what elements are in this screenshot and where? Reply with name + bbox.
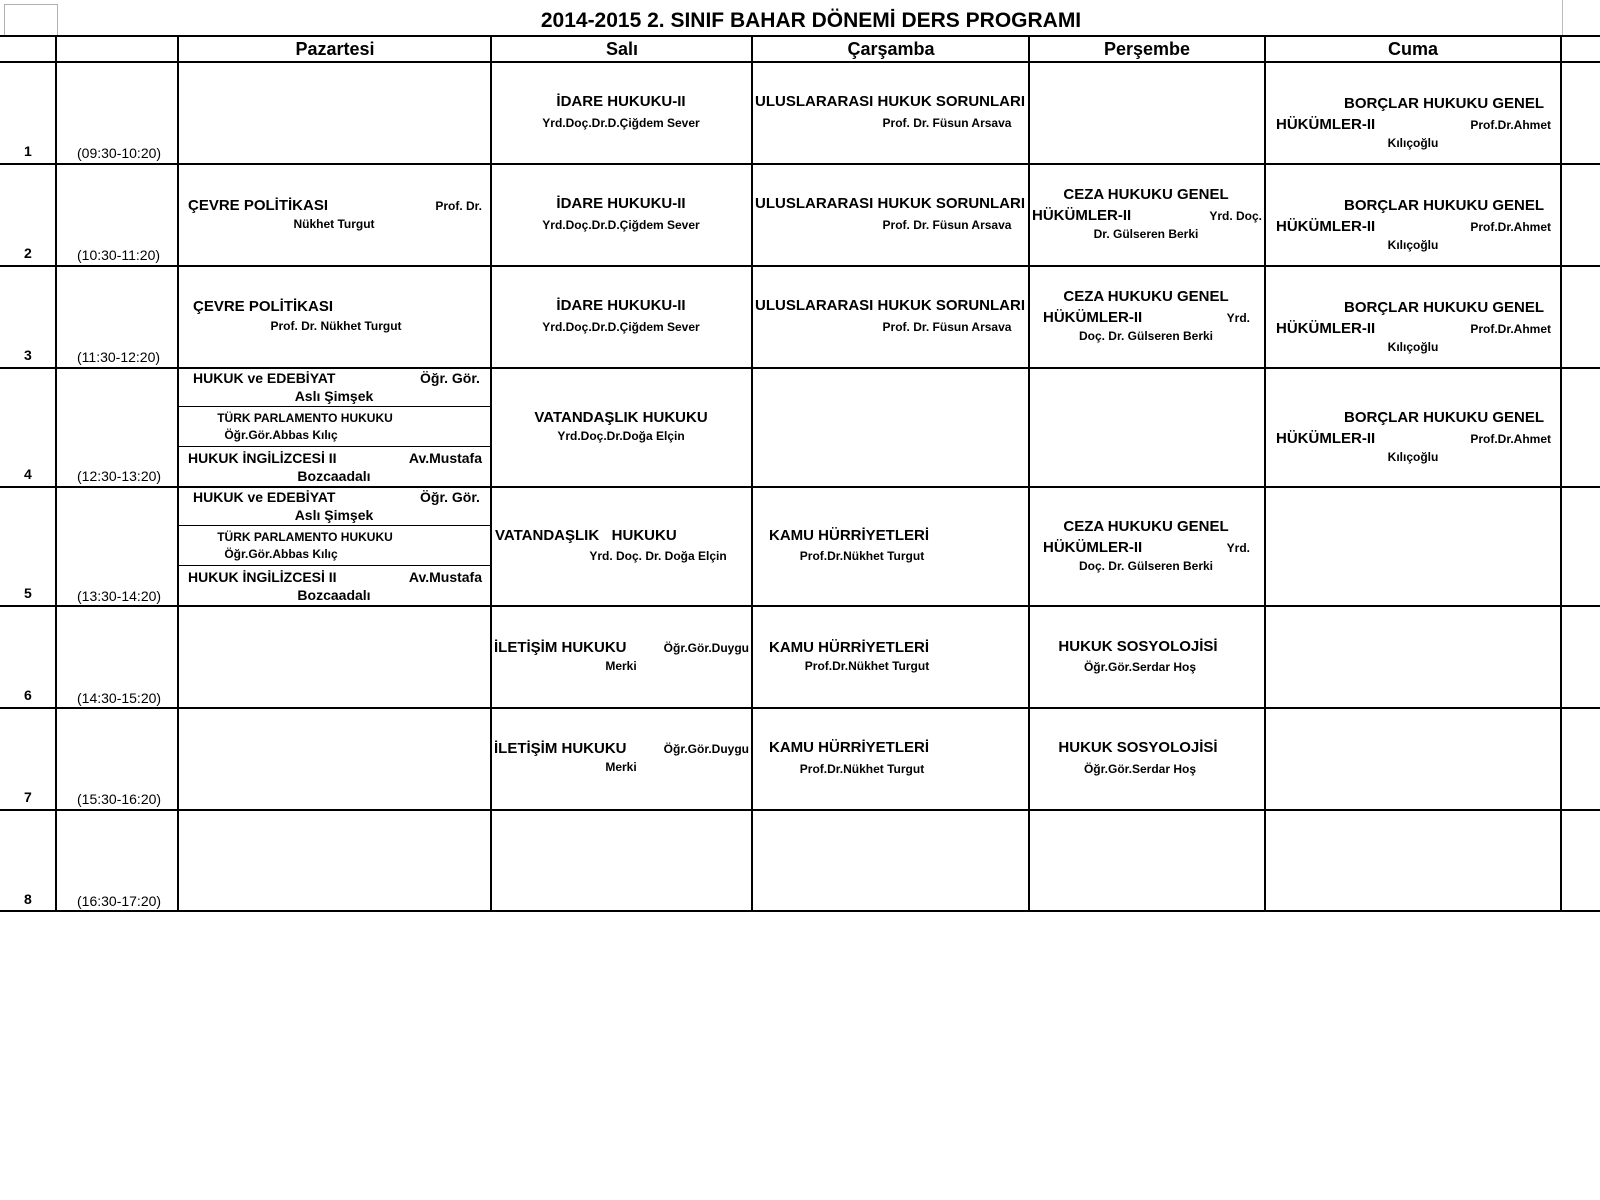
course-instructor: Yrd. Doç. Dr. Doğa Elçin bbox=[589, 549, 727, 563]
course-instructor: Doç. Dr. Gülseren Berki bbox=[1078, 329, 1214, 343]
course-instructor: Prof. Dr. Füsun Arsava bbox=[882, 320, 1012, 334]
period-time: (16:30-17:20) bbox=[77, 893, 162, 909]
course-title: KAMU HÜRRİYETLERİ bbox=[769, 739, 929, 756]
course-title: İLETİŞİM HUKUKU bbox=[494, 639, 627, 656]
period-time: (12:30-13:20) bbox=[77, 468, 162, 484]
period-number: 3 bbox=[24, 347, 32, 363]
course-title: HÜKÜMLER-II bbox=[1276, 320, 1376, 337]
course-title: HÜKÜMLER-II bbox=[1276, 218, 1376, 235]
course-instructor: Yrd. bbox=[1226, 311, 1250, 325]
period-time: (15:30-16:20) bbox=[77, 791, 162, 807]
course-instructor: Aslı Şimşek bbox=[294, 507, 374, 523]
course-title: HUKUK İNGİLİZCESİ II bbox=[188, 569, 337, 585]
course-instructor: Dr. Gülseren Berki bbox=[1093, 227, 1199, 241]
course-title: ÇEVRE POLİTİKASI bbox=[193, 298, 334, 315]
course-title: İDARE HUKUKU-II bbox=[556, 195, 686, 212]
course-title: CEZA HUKUKU GENEL bbox=[1063, 186, 1229, 203]
course-title: ULUSLARARASI HUKUK SORUNLARI bbox=[755, 93, 1025, 110]
grid-line bbox=[0, 61, 1600, 63]
grid-line bbox=[177, 35, 179, 912]
course-instructor: Öğr.Gör.Serdar Hoş bbox=[1083, 660, 1197, 674]
grid-line bbox=[0, 35, 1600, 37]
course-instructor: Prof.Dr.Nükhet Turgut bbox=[799, 549, 925, 563]
course-title: İDARE HUKUKU-II bbox=[556, 297, 686, 314]
course-instructor: Öğr.Gör.Abbas Kılıç bbox=[224, 547, 338, 561]
course-instructor: Yrd.Doç.Dr.Doğa Elçin bbox=[557, 429, 685, 443]
course-title: HUKUK ve EDEBİYAT bbox=[193, 489, 336, 505]
day-header-tuesday: Salı bbox=[605, 39, 639, 59]
period-time: (13:30-14:20) bbox=[77, 588, 162, 604]
course-instructor: Av.Mustafa bbox=[408, 569, 482, 585]
course-instructor: Öğr.Gör.Duygu bbox=[663, 742, 749, 756]
grid-line bbox=[1562, 0, 1563, 35]
course-instructor: Merki bbox=[605, 760, 637, 774]
course-title: CEZA HUKUKU GENEL bbox=[1063, 288, 1229, 305]
course-instructor: Prof.Dr.Ahmet bbox=[1470, 220, 1551, 234]
grid-line bbox=[179, 446, 490, 447]
day-header-thursday: Perşembe bbox=[1103, 39, 1191, 59]
course-instructor: Kılıçoğlu bbox=[1387, 238, 1439, 252]
grid-line bbox=[0, 367, 1600, 369]
course-title: KAMU HÜRRİYETLERİ bbox=[769, 639, 929, 656]
course-instructor: Kılıçoğlu bbox=[1387, 450, 1439, 464]
grid-line bbox=[0, 163, 1600, 165]
day-header-friday: Cuma bbox=[1387, 39, 1439, 59]
course-instructor: Prof. Dr. Nükhet Turgut bbox=[270, 319, 402, 333]
course-title: ÇEVRE POLİTİKASI bbox=[188, 197, 329, 214]
course-title: HUKUK İNGİLİZCESİ II bbox=[188, 450, 337, 466]
course-instructor: Prof.Dr.Ahmet bbox=[1470, 432, 1551, 446]
grid-line bbox=[0, 486, 1600, 488]
period-number: 1 bbox=[24, 143, 32, 159]
course-instructor: Öğr.Gör.Serdar Hoş bbox=[1083, 762, 1197, 776]
course-title: HÜKÜMLER-II bbox=[1276, 116, 1376, 133]
course-instructor: Öğr. Gör. bbox=[420, 370, 480, 386]
course-instructor: Aslı Şimşek bbox=[294, 388, 374, 404]
course-instructor: Prof.Dr.Nükhet Turgut bbox=[804, 659, 930, 673]
course-title: HUKUK ve EDEBİYAT bbox=[193, 370, 336, 386]
grid-line bbox=[0, 605, 1600, 607]
course-instructor: Prof. Dr. Füsun Arsava bbox=[882, 218, 1012, 232]
course-instructor: Öğr.Gör.Abbas Kılıç bbox=[224, 428, 338, 442]
period-number: 6 bbox=[24, 687, 32, 703]
select-all-cell[interactable] bbox=[4, 4, 58, 36]
course-title: ULUSLARARASI HUKUK SORUNLARI bbox=[755, 297, 1025, 314]
course-title: BORÇLAR HUKUKU GENEL bbox=[1344, 95, 1544, 112]
grid-line bbox=[1264, 35, 1266, 912]
grid-line bbox=[179, 565, 490, 566]
course-instructor: Kılıçoğlu bbox=[1387, 340, 1439, 354]
course-instructor: Bozcaadalı bbox=[297, 587, 371, 603]
grid-line bbox=[0, 809, 1600, 811]
course-instructor: Öğr. Gör. bbox=[420, 489, 480, 505]
period-time: (11:30-12:20) bbox=[77, 349, 161, 365]
period-time: (09:30-10:20) bbox=[77, 145, 162, 161]
grid-line bbox=[1028, 35, 1030, 912]
course-title: CEZA HUKUKU GENEL bbox=[1063, 518, 1229, 535]
day-header-wednesday: Çarşamba bbox=[847, 39, 935, 59]
course-title: TÜRK PARLAMENTO HUKUKU bbox=[217, 530, 393, 544]
course-title: HÜKÜMLER-II bbox=[1032, 207, 1132, 224]
course-instructor: Yrd.Doç.Dr.D.Çiğdem Sever bbox=[542, 320, 700, 334]
course-instructor: Prof. Dr. Füsun Arsava bbox=[882, 116, 1012, 130]
course-instructor: Prof.Dr.Nükhet Turgut bbox=[799, 762, 925, 776]
course-instructor: Prof.Dr.Ahmet bbox=[1470, 322, 1551, 336]
course-title: KAMU HÜRRİYETLERİ bbox=[769, 527, 929, 544]
grid-line bbox=[0, 707, 1600, 709]
period-number: 8 bbox=[24, 891, 32, 907]
page-title: 2014-2015 2. SINIF BAHAR DÖNEMİ DERS PROGRAMI bbox=[540, 9, 1082, 32]
grid-line bbox=[179, 406, 490, 407]
course-instructor: Merki bbox=[605, 659, 637, 673]
course-title: VATANDAŞLIK HUKUKU bbox=[534, 409, 708, 426]
course-title: İDARE HUKUKU-II bbox=[556, 93, 686, 110]
course-instructor: Yrd.Doç.Dr.D.Çiğdem Sever bbox=[542, 116, 700, 130]
course-title: HÜKÜMLER-II bbox=[1043, 539, 1143, 556]
period-number: 2 bbox=[24, 245, 32, 261]
course-title: BORÇLAR HUKUKU GENEL bbox=[1344, 197, 1544, 214]
course-instructor: Öğr.Gör.Duygu bbox=[663, 641, 749, 655]
course-title: BORÇLAR HUKUKU GENEL bbox=[1344, 409, 1544, 426]
period-number: 5 bbox=[24, 585, 32, 601]
course-instructor: Prof.Dr.Ahmet bbox=[1470, 118, 1551, 132]
course-instructor: Kılıçoğlu bbox=[1387, 136, 1439, 150]
course-instructor: Av.Mustafa bbox=[408, 450, 482, 466]
course-instructor: Yrd. bbox=[1226, 541, 1250, 555]
course-title: ULUSLARARASI HUKUK SORUNLARI bbox=[755, 195, 1025, 212]
grid-line bbox=[0, 910, 1600, 912]
course-title: VATANDAŞLIK HUKUKU bbox=[495, 527, 677, 544]
course-title: BORÇLAR HUKUKU GENEL bbox=[1344, 299, 1544, 316]
day-header-monday: Pazartesi bbox=[295, 39, 375, 59]
course-title: İLETİŞİM HUKUKU bbox=[494, 740, 627, 757]
grid-line bbox=[751, 35, 753, 912]
course-instructor: Nükhet Turgut bbox=[293, 217, 375, 231]
course-instructor: Doç. Dr. Gülseren Berki bbox=[1078, 559, 1214, 573]
course-title: HÜKÜMLER-II bbox=[1043, 309, 1143, 326]
grid-line bbox=[0, 265, 1600, 267]
course-instructor: Prof. Dr. bbox=[435, 199, 482, 213]
course-instructor: Bozcaadalı bbox=[297, 468, 371, 484]
course-title: HUKUK SOSYOLOJİSİ bbox=[1058, 638, 1218, 655]
grid-line bbox=[1560, 35, 1562, 912]
period-number: 4 bbox=[24, 466, 32, 482]
period-number: 7 bbox=[24, 789, 32, 805]
course-title: HÜKÜMLER-II bbox=[1276, 430, 1376, 447]
period-time: (10:30-11:20) bbox=[77, 247, 161, 263]
grid-line bbox=[490, 35, 492, 912]
course-instructor: Yrd. Doç. bbox=[1209, 209, 1262, 223]
course-title: TÜRK PARLAMENTO HUKUKU bbox=[217, 411, 393, 425]
grid-line bbox=[179, 525, 490, 526]
course-title: HUKUK SOSYOLOJİSİ bbox=[1058, 739, 1218, 756]
grid-line bbox=[55, 35, 57, 912]
period-time: (14:30-15:20) bbox=[77, 690, 162, 706]
course-instructor: Yrd.Doç.Dr.D.Çiğdem Sever bbox=[542, 218, 700, 232]
